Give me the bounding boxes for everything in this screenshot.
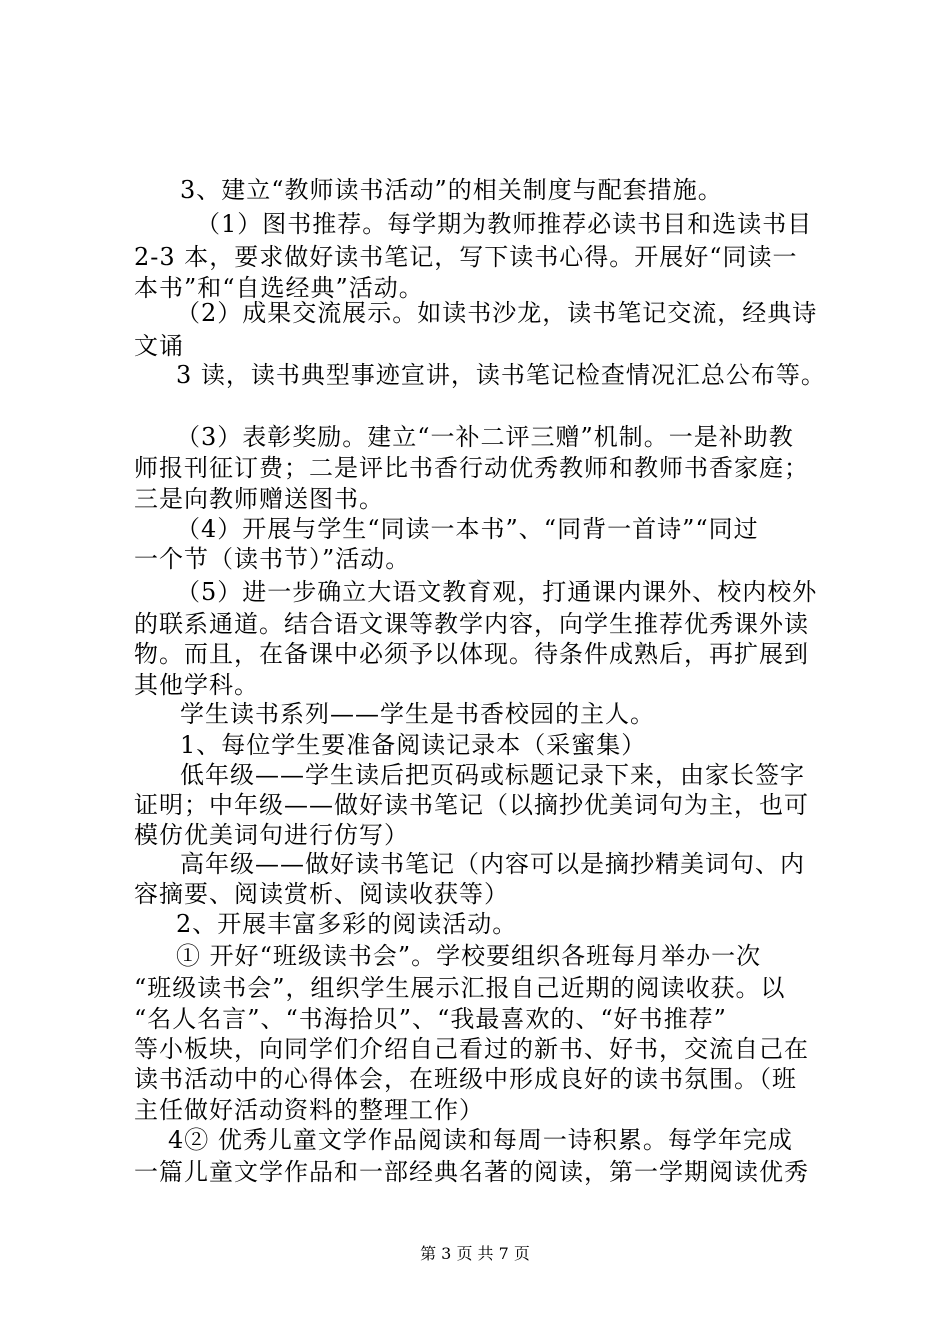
paragraph-line: 2、开展丰富多彩的阅读活动。	[176, 910, 518, 938]
paragraph-line: 一篇儿童文学作品和一部经典名著的阅读，第一学期阅读优秀	[134, 1158, 809, 1186]
paragraph-line: 文诵	[134, 332, 184, 360]
paragraph-line: 三是向教师赠送图书。	[134, 485, 384, 513]
paragraph-line: 本书”和“自选经典”活动。	[134, 274, 424, 302]
page-number-footer: 第 3 页 共 7 页	[420, 1244, 530, 1263]
paragraph-line: 2-3 本，要求做好读书笔记，写下读书心得。开展好“同读一	[134, 243, 798, 271]
paragraph-line: 其他学科。	[134, 671, 259, 699]
paragraph-line: （3）表彰奖励。建立“一补二评三赠”机制。一是补助教	[176, 423, 794, 451]
paragraph-line: 3 读，读书典型事迹宣讲，读书笔记检查情况汇总公布等。	[176, 361, 826, 389]
paragraph-line: 3、建立“教师读书活动”的相关制度与配套措施。	[180, 176, 723, 204]
paragraph-line: 的联系通道。结合语文课等教学内容，向学生推荐优秀课外读	[134, 610, 809, 638]
paragraph-line: 证明；中年级——做好读书笔记（以摘抄优美词句为主，也可	[134, 791, 809, 819]
paragraph-line: 容摘要、阅读赏析、阅读收获等）	[134, 880, 509, 908]
paragraph-line: 4② 优秀儿童文学作品阅读和每周一诗积累。每学年完成	[168, 1126, 793, 1154]
paragraph-line: （4）开展与学生“同读一本书”、“同背一首诗”“同过	[176, 515, 759, 543]
paragraph-line: 等小板块，向同学们介绍自己看过的新书、好书，交流自己在	[134, 1035, 809, 1063]
paragraph-line: 师报刊征订费；二是评比书香行动优秀教师和教师书香家庭；	[134, 454, 809, 482]
paragraph-line: 高年级——做好读书笔记（内容可以是摘抄精美词句、内	[180, 850, 805, 878]
paragraph-line: 低年级——学生读后把页码或标题记录下来，由家长签字	[180, 761, 805, 789]
paragraph-line: （5）进一步确立大语文教育观，打通课内课外、校内校外	[176, 578, 818, 606]
paragraph-line: （2）成果交流展示。如读书沙龙，读书笔记交流，经典诗	[176, 299, 818, 327]
paragraph-line: 学生读书系列——学生是书香校园的主人。	[180, 700, 655, 728]
paragraph-line: 1、每位学生要准备阅读记录本（采蜜集）	[180, 731, 647, 759]
paragraph-line: 主任做好活动资料的整理工作）	[134, 1096, 484, 1124]
paragraph-line: ① 开好“班级读书会”。学校要组织各班每月举办一次	[176, 942, 762, 970]
paragraph-line: 一个节（读书节）”活动。	[134, 545, 411, 573]
paragraph-line: 读书活动中的心得体会，在班级中形成良好的读书氛围。（班	[134, 1065, 797, 1093]
paragraph-line: “名人名言”、“书海拾贝”、“我最喜欢的、“好书推荐”	[134, 1005, 727, 1033]
paragraph-line: “班级读书会”，组织学生展示汇报自己近期的阅读收获。以	[134, 974, 786, 1002]
paragraph-line: 物。而且，在备课中必须予以体现。待条件成熟后，再扩展到	[134, 640, 809, 668]
paragraph-line: （1）图书推荐。每学期为教师推荐必读书目和选读书目	[196, 210, 813, 238]
paragraph-line: 模仿优美词句进行仿写）	[134, 821, 409, 849]
